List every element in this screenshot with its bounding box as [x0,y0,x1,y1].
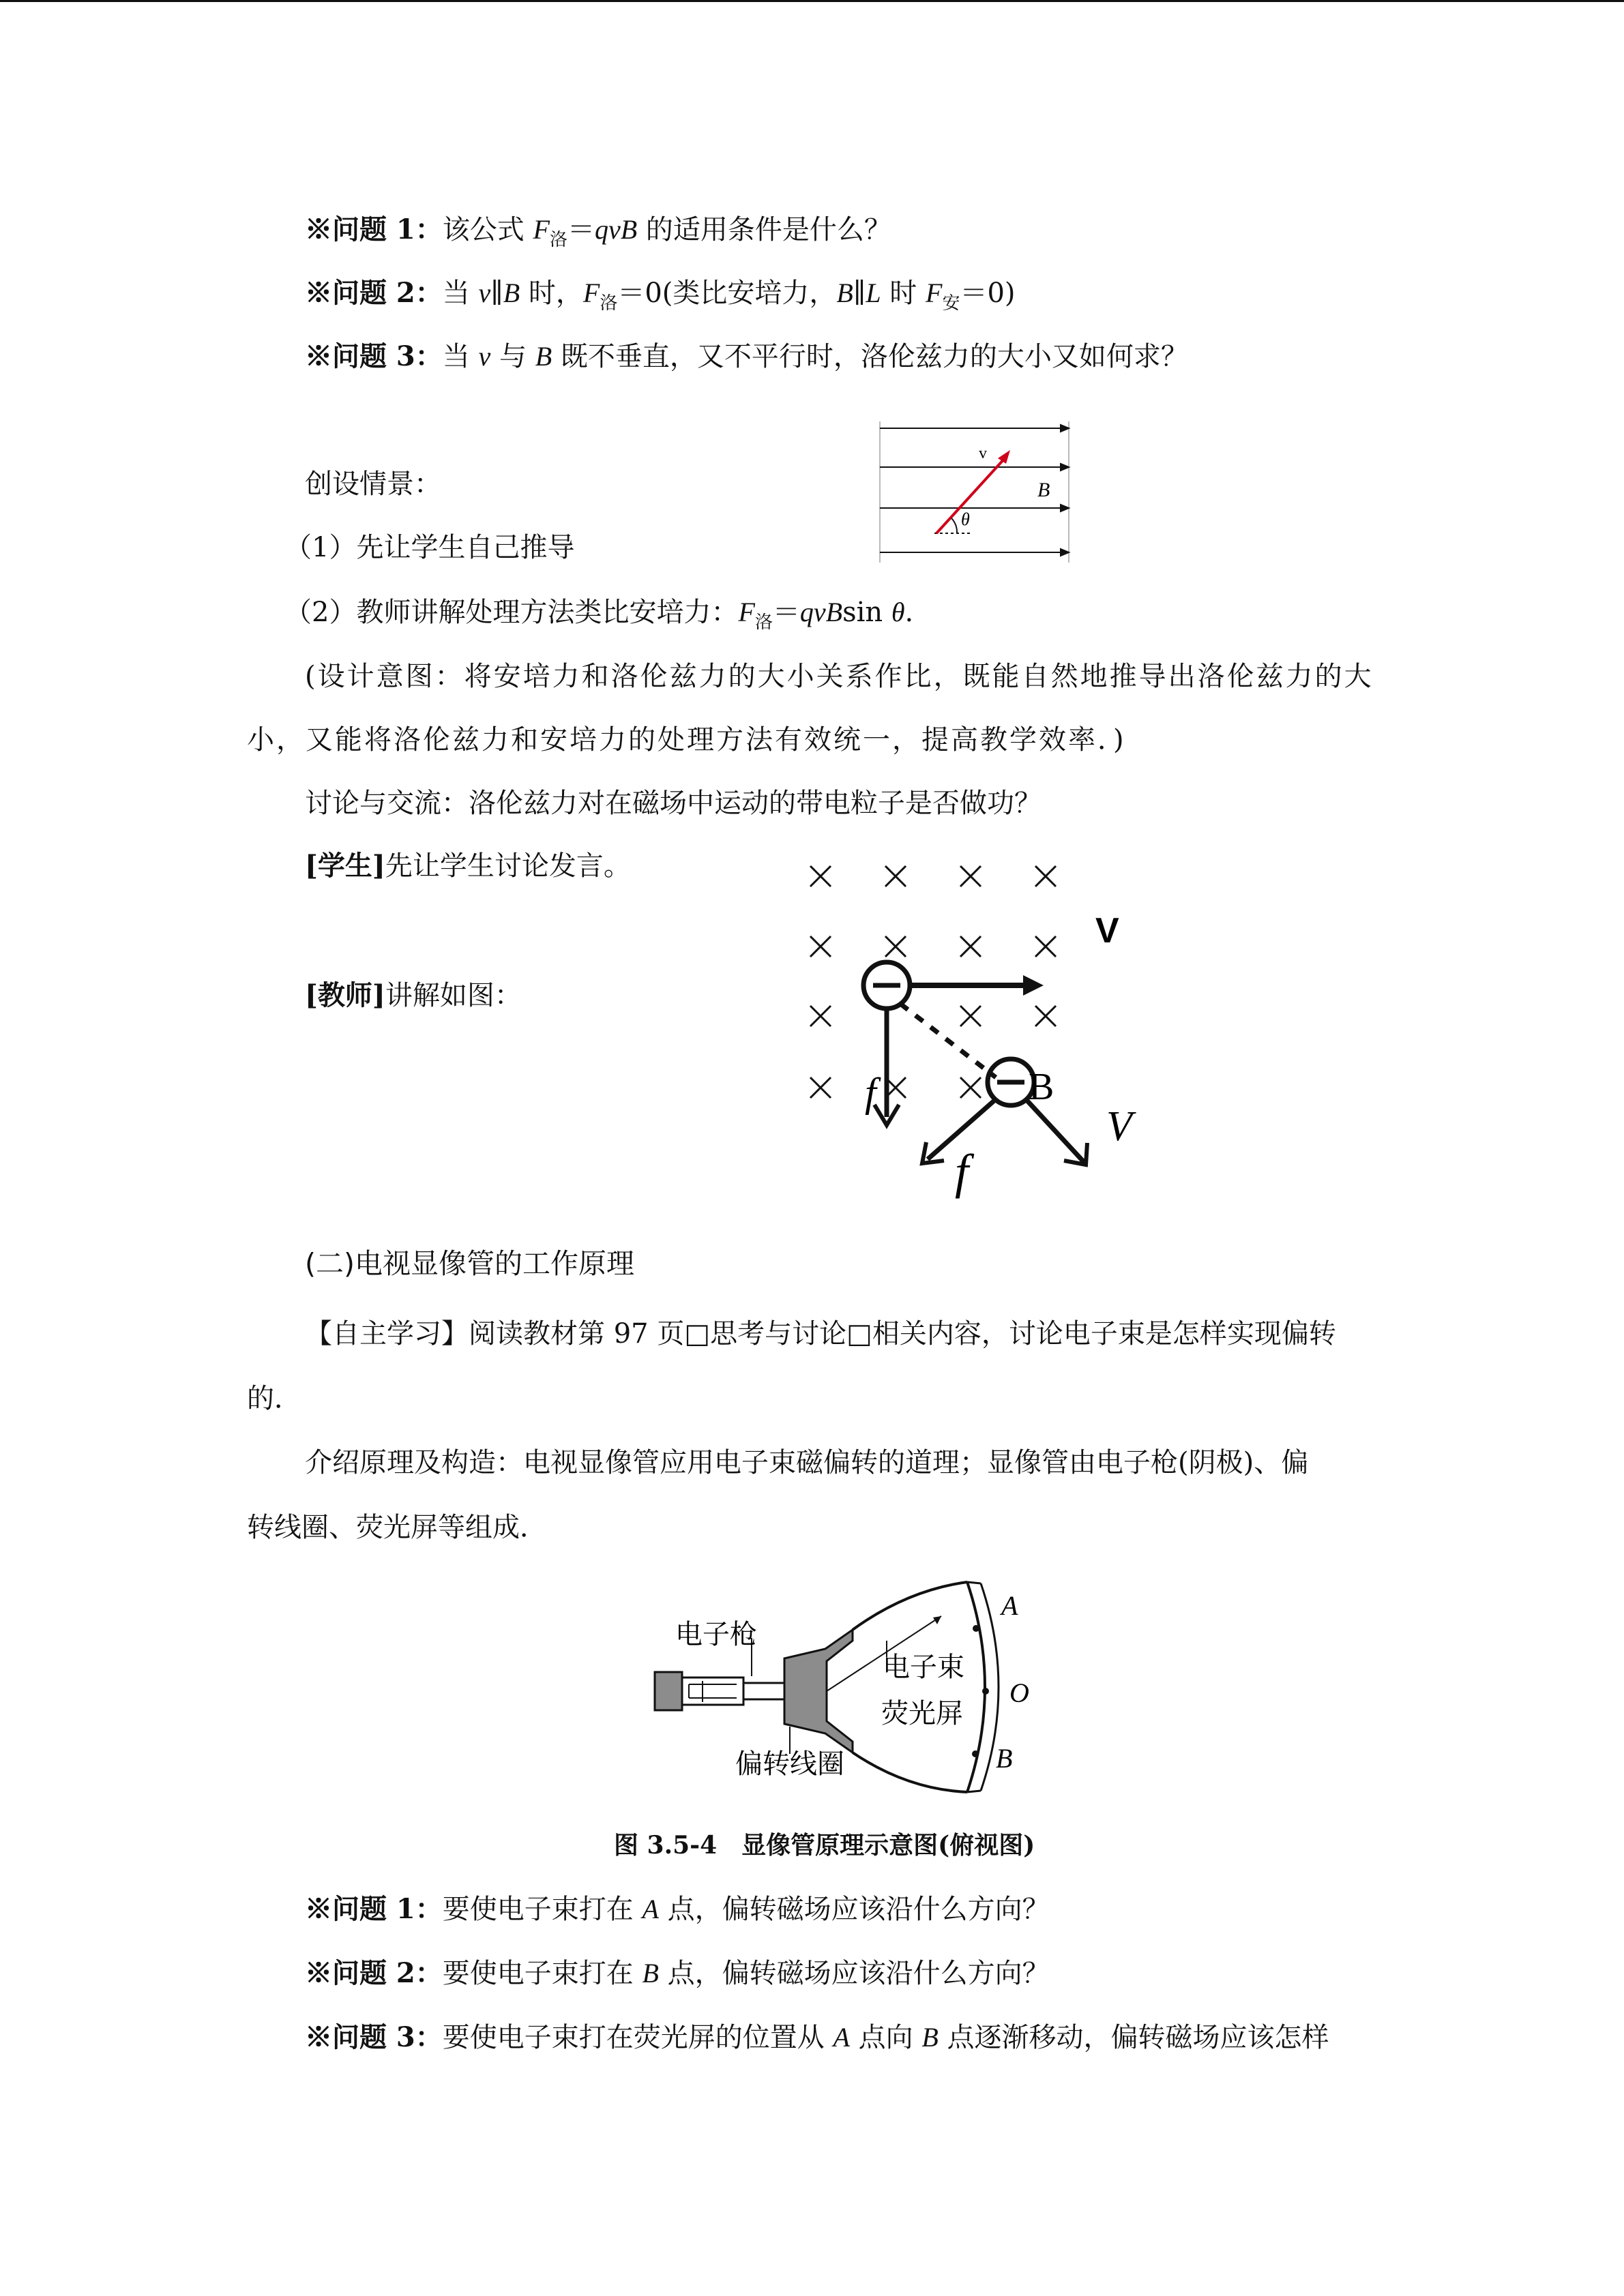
tube-label-gun: 电子枪 [675,1619,757,1650]
question-2-bottom: ※问题 2：要使电子束打在 B 点，偏转磁场应该沿什么方向？ [305,1957,1050,1989]
section-title: (二)电视显像管的工作原理 [305,1247,634,1280]
question-3-top: ※问题 3：当 v 与 B 既不垂直，又不平行时，洛伦兹力的大小又如何求？ [305,340,1188,372]
field-crosses [810,866,1056,1098]
tube-label-a: A [1001,1590,1018,1621]
fig-field-f-bottom: f [955,1144,969,1199]
scenario-step-1: （1）先让学生自己推导 [284,532,575,563]
fig-angle-b-label: B [1037,479,1050,501]
scenario-step-2: （2）教师讲解处理方法类比安培力：$F_洛=qvBsin$ θ. [284,597,914,633]
fig-field-v-top: V [1095,911,1119,951]
tube-label-coil: 偏转线圈 [735,1748,844,1780]
figure-magnetic-field-force [798,852,1153,1207]
page-top-border [0,0,1624,2]
figure-caption: 图 3.5-4 显像管原理示意图(俯视图) [614,1831,1035,1860]
self-study-line-2: 的． [247,1383,301,1414]
fig-field-v-bottom: V [1106,1103,1132,1150]
fig-angle-v-label: v [979,445,987,462]
fig-field-f-left: f [865,1070,876,1115]
tube-label-b: B [996,1743,1013,1774]
teacher-line: [教师]讲解如图： [305,979,522,1011]
tube-label-screen: 荧光屏 [881,1698,963,1729]
fig-angle-theta-label: θ [961,509,970,529]
discussion-prompt: 讨论与交流：洛伦兹力对在磁场中运动的带电粒子是否做功？ [305,788,1042,819]
student-line: [学生]先让学生讨论发言。 [305,850,631,882]
fig-field-b-label: B [1029,1066,1054,1108]
intro-line-1: 介绍原理及构造：电视显像管应用电子束磁偏转的道理；显像管由电子枪(阴极)、偏 [305,1447,1309,1478]
tube-label-o: O [1009,1678,1029,1708]
tube-label-beam: 电子束 [883,1652,964,1683]
question-3-bottom: ※问题 3：要使电子束打在荧光屏的位置从 A 点向 B 点逐渐移动，偏转磁场应该怎样 [305,2021,1329,2053]
design-intent-line-1: (设计意图：将安培力和洛伦兹力的大小关系作比，既能自然地推导出洛伦兹力的大 [305,661,1374,692]
self-study-line-1: 【自主学习】阅读教材第 97 页□思考与讨论□相关内容，讨论电子束是怎样实现偏转 [305,1318,1336,1350]
question-2-top: ※问题 2：当 v∥B 时，$F_洛=0$(类比安培力，B∥L 时 $F_安=0$) [305,277,1016,314]
scenario-title: 创设情景： [305,468,441,500]
figure-crt-tube [648,1575,1030,1793]
design-intent-line-2: 小，又能将洛伦兹力和安培力的处理方法有效统一，提高教学效率．) [247,724,1126,756]
figure-velocity-angle [876,416,1074,566]
intro-line-2: 转线圈、荧光屏等组成． [247,1512,547,1543]
question-1-top: ※问题 1：该公式 $F_洛=qvB$ 的适用条件是什么？ [305,213,891,250]
question-1-bottom: ※问题 1：要使电子束打在 A 点，偏转磁场应该沿什么方向？ [305,1893,1050,1925]
